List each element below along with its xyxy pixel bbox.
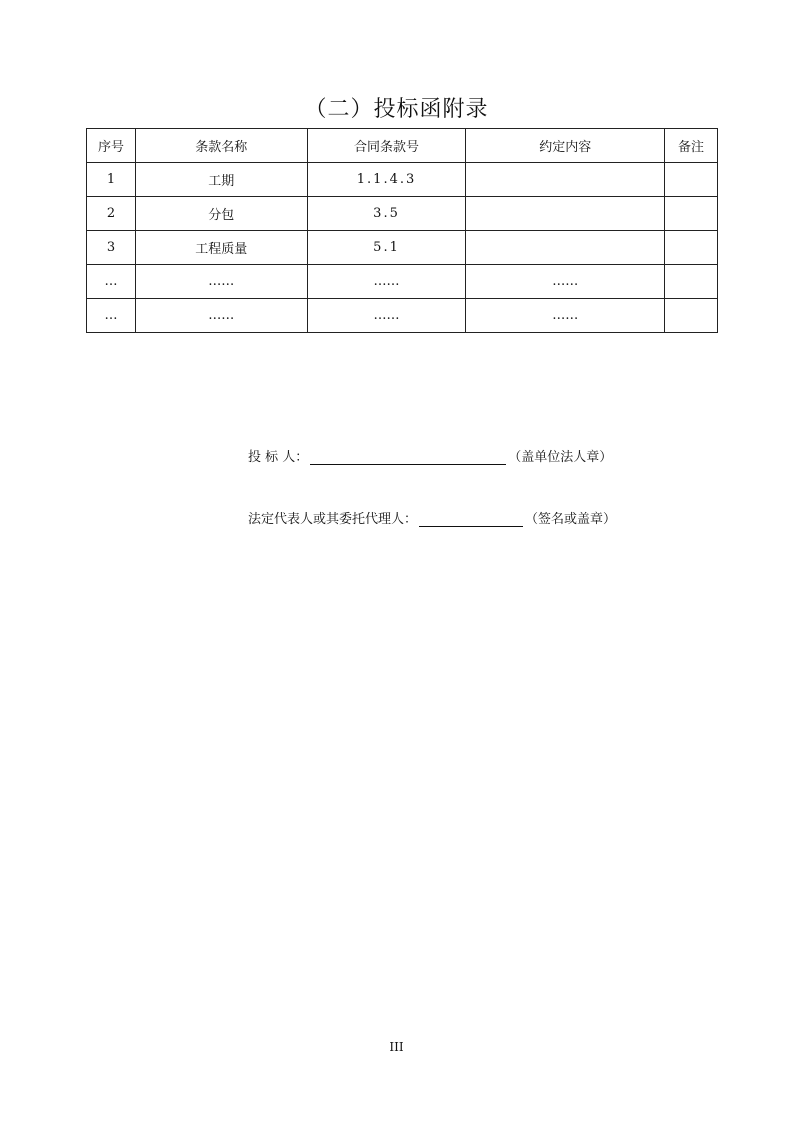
cell-clause-name: ……: [135, 265, 307, 299]
header-agreed-content: 约定内容: [466, 129, 665, 163]
bidder-note: （盖单位法人章）: [508, 450, 613, 465]
cell-clause-name: 工程质量: [135, 231, 307, 265]
cell-clause-name: 分包: [135, 197, 307, 231]
cell-agreed-content: [466, 163, 665, 197]
header-index: 序号: [87, 129, 136, 163]
cell-clause-name: 工期: [135, 163, 307, 197]
cell-clause-number: ……: [307, 265, 466, 299]
cell-clause-number: 5.1: [307, 231, 466, 265]
cell-clause-number: 1.1.4.3: [307, 163, 466, 197]
bidder-label: 投 标 人：: [248, 450, 309, 465]
cell-clause-name: ……: [135, 299, 307, 333]
table-row: [87, 231, 718, 265]
header-clause-name: 条款名称: [135, 129, 307, 163]
table-row: [87, 197, 718, 231]
cell-remarks: [665, 299, 718, 333]
cell-agreed-content: ……: [466, 265, 665, 299]
cell-index: 1: [87, 163, 136, 197]
header-clause-number: 合同条款号: [307, 129, 466, 163]
bidder-signature-blank[interactable]: [310, 450, 506, 465]
representative-signature-line: [248, 508, 616, 527]
cell-remarks: [665, 197, 718, 231]
table-row: [87, 163, 718, 197]
table-header-row: [87, 129, 718, 163]
cell-index: 3: [87, 231, 136, 265]
bidder-signature-line: [248, 446, 612, 465]
page-title: （二）投标函附录: [304, 97, 489, 122]
cell-remarks: [665, 265, 718, 299]
cell-agreed-content: [466, 231, 665, 265]
representative-label: 法定代表人或其委托代理人：: [248, 512, 418, 527]
cell-index: …: [87, 265, 136, 299]
cell-clause-number: ……: [307, 299, 466, 333]
appendix-table: [86, 128, 718, 333]
representative-signature-blank[interactable]: [419, 512, 523, 527]
table-row: [87, 299, 718, 333]
page-number: III: [389, 1040, 404, 1054]
cell-remarks: [665, 231, 718, 265]
cell-index: …: [87, 299, 136, 333]
cell-agreed-content: ……: [466, 299, 665, 333]
cell-index: 2: [87, 197, 136, 231]
table-row: [87, 265, 718, 299]
cell-clause-number: 3.5: [307, 197, 466, 231]
cell-agreed-content: [466, 197, 665, 231]
cell-remarks: [665, 163, 718, 197]
header-remarks: 备注: [665, 129, 718, 163]
representative-note: （签名或盖章）: [525, 512, 617, 527]
